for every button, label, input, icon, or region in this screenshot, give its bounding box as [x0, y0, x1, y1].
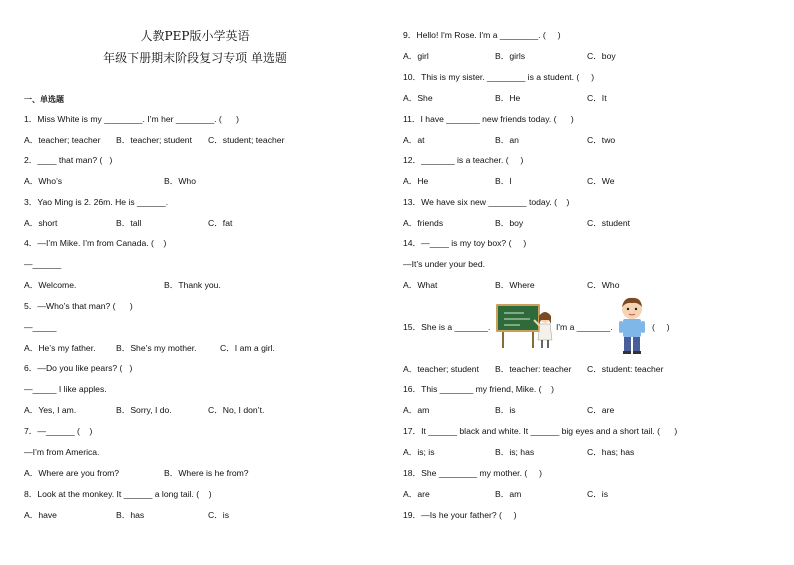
- question-15-second-blank: I'm a _______.: [556, 322, 613, 332]
- option-b: B．Who: [164, 176, 196, 186]
- option-a: A．at: [403, 135, 425, 145]
- option-a: A．teacher; teacher: [24, 135, 101, 145]
- option-a: A．am: [403, 405, 430, 415]
- options-5: [24, 343, 394, 354]
- question-1: 1．Miss White is my ________. I’m her ________. ( ): [24, 114, 239, 124]
- option-b: B．Sorry, I do.: [116, 405, 172, 415]
- question-18: 18．She ________ my mother. ( ): [403, 468, 543, 478]
- question-15: 15．She is a _______.: [403, 322, 491, 332]
- option-a: A．Welcome.: [24, 280, 77, 290]
- options-10: [403, 93, 773, 104]
- option-b: B．Where is he from?: [164, 468, 249, 478]
- question-11: 11．I have _______ new friends today. ( ): [403, 114, 574, 124]
- options-15: [403, 364, 773, 375]
- option-a: A．Yes, I am.: [24, 405, 77, 415]
- option-c: C．has; has: [587, 447, 635, 457]
- board-leg: [502, 332, 504, 348]
- option-c: C．two: [587, 135, 616, 145]
- option-b: B．teacher: teacher: [495, 364, 572, 374]
- question-8: 8．Look at the monkey. It ______ a long tail. ( ): [24, 489, 212, 499]
- option-c: C．student: [587, 218, 630, 228]
- question-3: 3．Yao Ming is 2. 26m. He is ______.: [24, 197, 169, 207]
- option-b: B．is; has: [495, 447, 535, 457]
- question-17: 17．It ______ black and white. It ______ big eyes and a short tail. ( ): [403, 426, 678, 436]
- teacher-illustration: [494, 302, 558, 350]
- worksheet-subtitle: 年级下册期末阶段复习专项 单选题: [103, 51, 287, 65]
- options-6: [24, 405, 394, 416]
- question-2: 2．____ that man? ( ): [24, 155, 113, 165]
- option-a: A．He: [403, 176, 429, 186]
- option-a: A．She: [403, 93, 433, 103]
- options-13: [403, 218, 773, 229]
- boy-shoe: [633, 351, 641, 354]
- option-c: C．student; teacher: [208, 135, 285, 145]
- question-5: 5．—Who’s that man? ( ): [24, 301, 133, 311]
- option-a: A．have: [24, 510, 57, 520]
- option-c: C．is: [587, 489, 609, 499]
- board-leg: [532, 332, 534, 348]
- options-11: [403, 135, 773, 146]
- question-12: 12．_______ is a teacher. ( ): [403, 155, 524, 165]
- option-c: C．I am a girl.: [220, 343, 275, 353]
- boy-illustration: [614, 295, 650, 357]
- option-b: B．Where: [495, 280, 535, 290]
- option-b: B．I: [495, 176, 512, 186]
- option-b: B．girls: [495, 51, 526, 61]
- options-16: [403, 405, 773, 416]
- option-b: B．tall: [116, 218, 142, 228]
- option-c: C．are: [587, 405, 615, 415]
- chalkboard: [498, 306, 538, 330]
- option-c: C．student: teacher: [587, 364, 664, 374]
- option-c: C．fat: [208, 218, 233, 228]
- options-4: [24, 280, 394, 291]
- option-b: B．an: [495, 135, 519, 145]
- question-13: 13．We have six new ________ today. ( ): [403, 197, 570, 207]
- option-b: B．am: [495, 489, 522, 499]
- question-7: 7．—______ ( ): [24, 426, 93, 436]
- question-14: 14．—____ is my toy box? ( ): [403, 238, 527, 248]
- boy-arm: [641, 321, 645, 333]
- question-14-dialogue: —It’s under your bed.: [403, 259, 486, 269]
- option-b: B．has: [116, 510, 145, 520]
- question-4-dialogue: —______: [24, 259, 62, 269]
- option-b: B．boy: [495, 218, 524, 228]
- options-17: [403, 447, 773, 458]
- question-19: 19．—Is he your father? ( ): [403, 510, 517, 520]
- question-5-dialogue: —_____: [24, 322, 57, 332]
- option-b: B．Thank you.: [164, 280, 221, 290]
- option-a: A．What: [403, 280, 438, 290]
- teacher-dress: [538, 324, 552, 340]
- option-c: C．It: [587, 93, 607, 103]
- option-a: A．Where are you from?: [24, 468, 120, 478]
- option-a: A．Who’s: [24, 176, 63, 186]
- question-15-bracket: ( ): [652, 322, 670, 332]
- option-a: A．girl: [403, 51, 429, 61]
- option-b: B．teacher; student: [116, 135, 192, 145]
- option-c: C．We: [587, 176, 615, 186]
- option-a: A．are: [403, 489, 430, 499]
- option-c: C．is: [208, 510, 230, 520]
- question-6: 6．—Do you like pears? ( ): [24, 363, 133, 373]
- question-10: 10．This is my sister. ________ is a student. ( ): [403, 72, 595, 82]
- worksheet-title: 人教PEP版小学英语: [140, 29, 250, 43]
- option-c: C．boy: [587, 51, 616, 61]
- question-16: 16．This _______ my friend, Mike. ( ): [403, 384, 554, 394]
- option-a: A．short: [24, 218, 58, 228]
- question-6-dialogue: —_____ I like apples.: [24, 384, 107, 394]
- option-c: C．Who: [587, 280, 620, 290]
- option-a: A．teacher; student: [403, 364, 479, 374]
- question-4: 4．—I’m Mike. I’m from Canada. ( ): [24, 238, 167, 248]
- option-a: A．friends: [403, 218, 444, 228]
- option-a: A．is; is: [403, 447, 435, 457]
- options-2: [24, 176, 394, 187]
- boy-shoe: [623, 351, 631, 354]
- option-b: B．He: [495, 93, 521, 103]
- option-b: B．is: [495, 405, 516, 415]
- boy-eye: [627, 308, 629, 310]
- boy-leg: [624, 337, 631, 351]
- option-b: B．She’s my mother.: [116, 343, 197, 353]
- options-18: [403, 489, 773, 500]
- options-1: [24, 135, 394, 146]
- option-a: A．He’s my father.: [24, 343, 96, 353]
- boy-leg: [633, 337, 640, 351]
- options-12: [403, 176, 773, 187]
- boy-shirt: [623, 319, 641, 337]
- options-7: [24, 468, 394, 479]
- boy-eye: [635, 308, 637, 310]
- section-heading: 一、单选题: [24, 95, 64, 104]
- options-3: [24, 218, 394, 229]
- question-9: 9．Hello! I'm Rose. I'm a ________. ( ): [403, 30, 561, 40]
- options-14: [403, 280, 773, 291]
- options-8: [24, 510, 394, 521]
- boy-arm: [619, 321, 623, 333]
- options-9: [403, 51, 773, 62]
- option-c: C．No, I don’t.: [208, 405, 265, 415]
- question-7-dialogue: —I’m from America.: [24, 447, 100, 457]
